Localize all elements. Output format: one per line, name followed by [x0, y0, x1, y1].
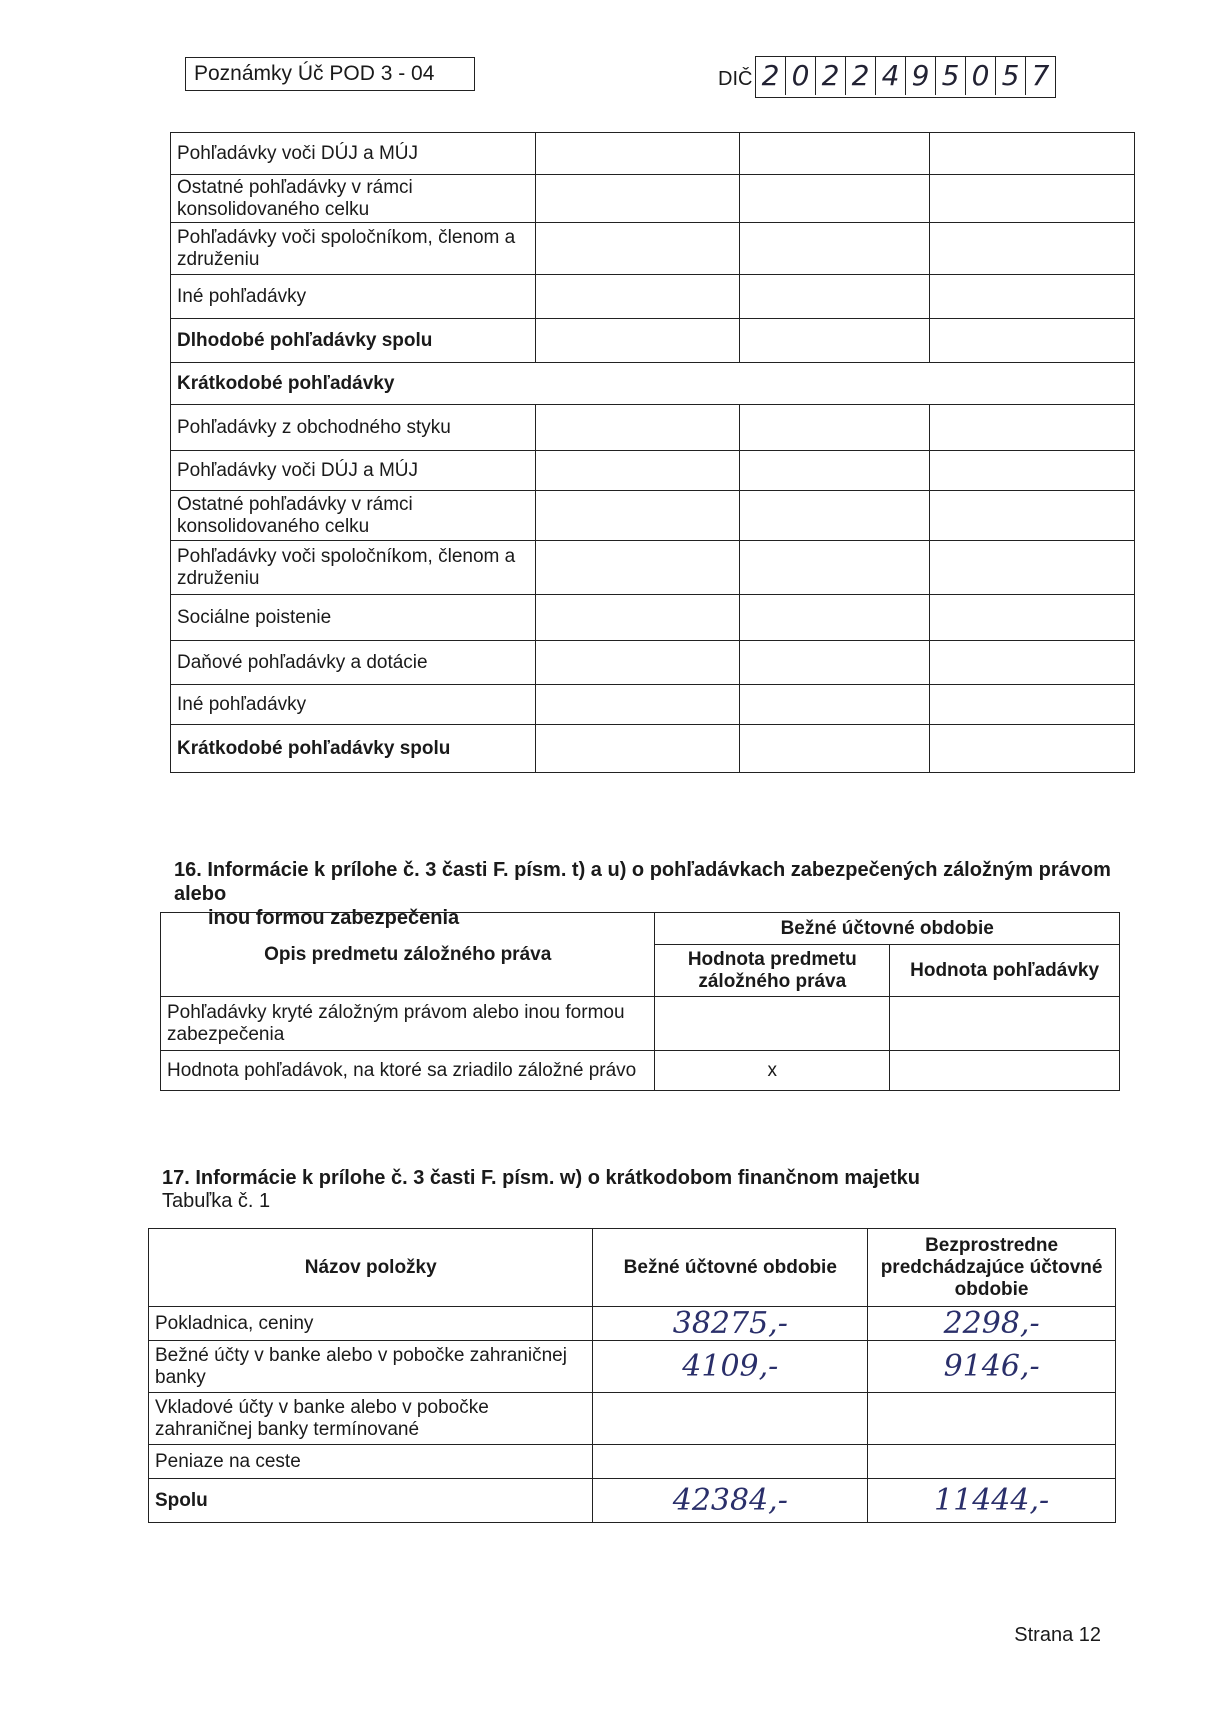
dic-digit: 0 [786, 57, 816, 95]
section17-title: 17. Informácie k prílohe č. 3 časti F. písm. w) o krátkodobom finančnom majetku [162, 1167, 920, 1189]
dic-label: DIČ [718, 68, 753, 90]
row-label-total: Krátkodobé pohľadávky spolu [171, 725, 536, 773]
handwritten-value: 2298,- [868, 1307, 1116, 1341]
dic-digit-boxes [755, 56, 1056, 98]
row-label: Ostatné pohľadávky v rámci konsolidovaného celku [171, 491, 536, 541]
col-header-hodnota-predmetu: Hodnota predmetu záložného práva [655, 945, 890, 997]
handwritten-value [868, 1445, 1116, 1479]
not-applicable-mark: x [655, 1051, 890, 1091]
row-label: Peniaze na ceste [149, 1445, 593, 1479]
dic-digit: 2 [756, 57, 786, 95]
section16-title: 16. Informácie k prílohe č. 3 časti F. písm. t) a u) o pohľadávkach zabezpečených záložným právom alebo inou formou zabezpečenia [174, 859, 1111, 929]
col-header-current: Bežné účtovné obdobie [593, 1229, 868, 1307]
handwritten-value: 38275,- [593, 1307, 868, 1341]
section-label: Krátkodobé pohľadávky [171, 363, 1135, 405]
row-label: Iné pohľadávky [171, 275, 536, 319]
financial-assets-table [148, 1228, 1116, 1523]
receivables-table [170, 132, 1135, 773]
col-header-hodnota-pohladavky: Hodnota pohľadávky [890, 945, 1120, 997]
row-label: Pohľadávky voči spoločníkom, členom a združeniu [171, 223, 536, 275]
dic-digit: 4 [876, 57, 906, 95]
row-label: Bežné účty v banke alebo v pobočke zahraničnej banky [149, 1341, 593, 1393]
section17-subtitle: Tabuľka č. 1 [162, 1190, 271, 1212]
form-code: Poznámky Úč POD 3 - 04 [194, 62, 435, 85]
row-label: Pohľadávky z obchodného styku [171, 405, 536, 451]
row-label: Pokladnica, ceniny [149, 1307, 593, 1341]
form-code-box [185, 57, 475, 91]
row-label: Vkladové účty v banke alebo v pobočke zahraničnej banky termínované [149, 1393, 593, 1445]
dic-digit: 5 [936, 57, 966, 95]
dic-digit: 2 [816, 57, 846, 95]
dic-digit: 2 [846, 57, 876, 95]
dic-digit: 7 [1031, 59, 1050, 92]
row-label: Pohľadávky voči spoločníkom, členom a združeniu [171, 541, 536, 595]
handwritten-value: 9146,- [868, 1341, 1116, 1393]
col-header-period: Bežné účtovné obdobie [655, 913, 1120, 945]
handwritten-value [593, 1445, 868, 1479]
handwritten-value [868, 1393, 1116, 1445]
dic-digit: 9 [906, 57, 936, 95]
handwritten-value: 11444,- [868, 1479, 1116, 1523]
row-label-total: Dlhodobé pohľadávky spolu [171, 319, 536, 363]
row-label: Sociálne poistenie [171, 595, 536, 641]
page-number: Strana 12 [1014, 1624, 1101, 1646]
dic-digit: 0 [966, 57, 996, 95]
row-label: Pohľadávky voči DÚJ a MÚJ [171, 451, 536, 491]
handwritten-value: 42384,- [593, 1479, 868, 1523]
dic-digit: 5 [996, 57, 1026, 95]
collateral-table [160, 912, 1120, 1091]
row-label: Daňové pohľadávky a dotácie [171, 641, 536, 685]
row-label: Hodnota pohľadávok, na ktoré sa zriadilo záložné právo [161, 1051, 655, 1091]
row-label: Pohľadávky voči DÚJ a MÚJ [171, 133, 536, 175]
col-header-opis: Opis predmetu záložného práva [161, 913, 655, 997]
col-header-previous: Bezprostredne predchádzajúce účtovné obdobie [868, 1229, 1116, 1307]
row-label: Pohľadávky kryté záložným právom alebo inou formou zabezpečenia [161, 997, 655, 1051]
row-label-total: Spolu [149, 1479, 593, 1523]
col-header-name: Názov položky [149, 1229, 593, 1307]
row-label: Iné pohľadávky [171, 685, 536, 725]
handwritten-value: 4109,- [593, 1341, 868, 1393]
row-label: Ostatné pohľadávky v rámci konsolidovaného celku [171, 175, 536, 223]
handwritten-value [593, 1393, 868, 1445]
